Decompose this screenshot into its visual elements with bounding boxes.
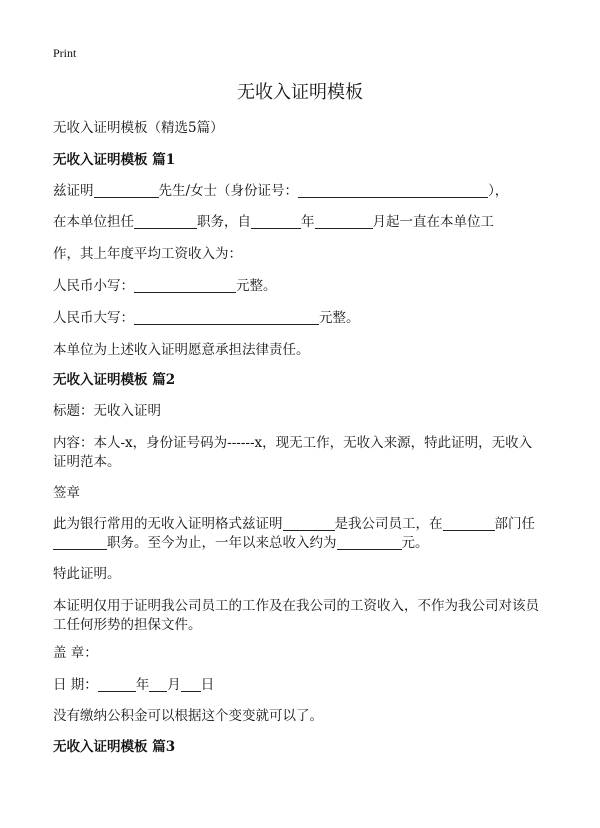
name-blank	[94, 183, 159, 198]
s1-l4-text-b: 元整。	[236, 278, 277, 294]
position-blank	[134, 214, 197, 229]
s2-date-label: 日 期：	[53, 677, 98, 693]
document-subtitle: 无收入证明模板（精选5篇）	[53, 120, 224, 136]
s1-l1-text-c: ），	[488, 183, 509, 199]
s1-line-5	[53, 308, 360, 328]
amount-lowercase-blank	[134, 278, 236, 293]
section-3-heading: 无收入证明模板 篇3	[53, 739, 176, 755]
s2-para-1-line-2	[53, 533, 429, 553]
s1-line-1	[53, 181, 508, 201]
s2-sign: 签章	[53, 485, 80, 501]
date-year-blank	[98, 677, 136, 692]
s2-note: 没有缴纳公积金可以根据这个变变就可以了。	[53, 708, 323, 724]
s2-p1-text-c: 部门任	[494, 516, 535, 532]
s2-p1-text-b: 是我公司员工，在	[334, 516, 443, 532]
s1-l2-text-b: 职务，自	[197, 214, 251, 230]
s2-title-line: 标题：无收入证明	[53, 403, 161, 419]
month-blank	[315, 214, 373, 229]
s1-line-2	[53, 212, 494, 232]
s1-line-6: 本单位为上述收入证明愿意承担法律责任。	[53, 342, 310, 358]
employee-blank	[283, 516, 335, 531]
s1-line-4	[53, 276, 277, 296]
s2-seal: 盖 章：	[53, 645, 98, 661]
job-blank	[53, 535, 107, 550]
s2-p1-text-e: 元。	[401, 535, 429, 551]
s2-content-line-2: 证明范本。	[53, 454, 121, 470]
s2-p1-text-a: 此为银行常用的无收入证明格式兹证明	[53, 516, 283, 532]
s2-special: 特此证明。	[53, 566, 121, 582]
s2-date-month: 月	[167, 677, 181, 693]
s1-l1-text-b: 先生/女士（身份证号：	[158, 183, 299, 199]
s2-date	[53, 675, 214, 695]
s1-l4-text-a: 人民币小写：	[53, 278, 134, 294]
id-number-blank	[298, 183, 488, 198]
s1-l5-text-a: 人民币大写：	[53, 310, 134, 326]
s1-l5-text-b: 元整。	[319, 310, 360, 326]
s1-l1-text-a: 兹证明	[53, 183, 94, 199]
print-link[interactable]: Print	[53, 46, 77, 60]
s1-l2-text-c: 年	[301, 214, 315, 230]
s2-content-line-1: 内容：本人-x，身份证号码为------x，现无工作，无收入来源，特此证明，无收入	[53, 435, 533, 451]
income-blank	[337, 535, 402, 550]
section-2-heading: 无收入证明模板 篇2	[53, 372, 176, 388]
amount-uppercase-blank	[134, 310, 319, 325]
s1-line-3: 作，其上年度平均工资收入为：	[53, 246, 242, 262]
department-blank	[443, 516, 495, 531]
s2-date-day: 日	[200, 677, 215, 693]
date-day-blank	[181, 677, 201, 692]
s2-para-2-line-2: 工任何形势的担保文件。	[53, 617, 202, 633]
s2-p1-text-d: 职务。至今为止，一年以来总收入约为	[107, 535, 337, 551]
section-1-heading: 无收入证明模板 篇1	[53, 152, 176, 168]
document-title: 无收入证明模板	[237, 82, 363, 103]
s1-l2-text-d: 月起一直在本单位工	[372, 214, 494, 230]
date-month-blank	[149, 677, 167, 692]
year-blank	[251, 214, 301, 229]
s2-para-2-line-1: 本证明仅用于证明我公司员工的工作及在我公司的工资收入，不作为我公司对该员	[53, 598, 539, 614]
s2-date-year: 年	[135, 677, 150, 693]
s1-l2-text-a: 在本单位担任	[53, 214, 134, 230]
s2-para-1-line-1	[53, 514, 535, 534]
